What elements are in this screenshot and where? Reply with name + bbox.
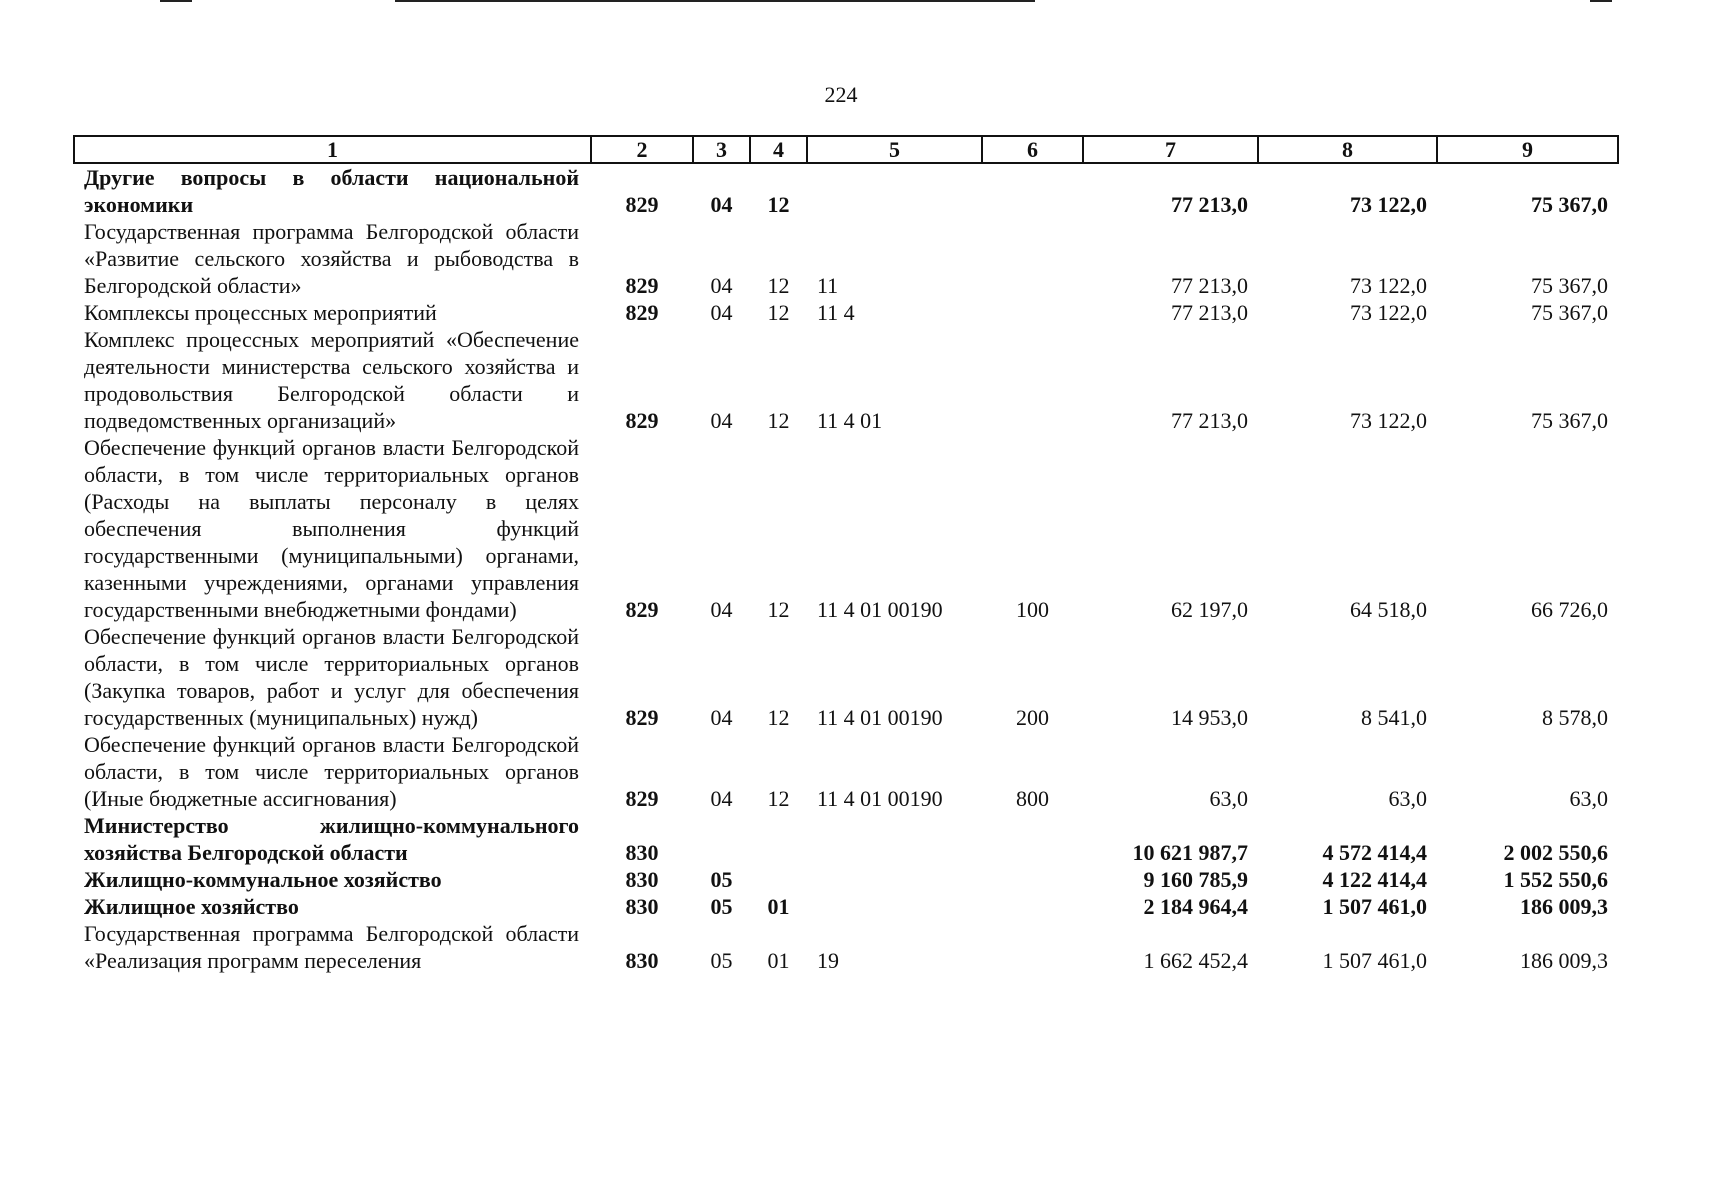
column-header: 3 [693, 136, 750, 163]
amount-col-7: 77 213,0 [1171, 300, 1248, 325]
column-header: 7 [1083, 136, 1258, 163]
item-name: Обеспечение функций органов власти Белгородской области, в том числе территориальных органов (Расходы на выплаты персоналу в целях обеспечения выполнения функций государственными (муниципальными) органами, казенными учреждениями, органами управления государственными внебюджетными фондами) [84, 435, 579, 622]
table-row [74, 299, 1618, 326]
amount-col-8: 73 122,0 [1350, 300, 1427, 325]
amount-col-8: 8 541,0 [1361, 705, 1427, 730]
item-name: Комплексы процессных мероприятий [84, 300, 437, 325]
target-article-code [807, 866, 982, 893]
section-code: 04 [710, 273, 733, 298]
amount-col-7: 14 953,0 [1171, 705, 1248, 730]
section-code: 05 [710, 948, 733, 973]
amount-col-9: 75 367,0 [1531, 273, 1608, 298]
amount-col-9: 2 002 550,6 [1503, 840, 1608, 865]
item-name: Обеспечение функций органов власти Белгородской области, в том числе территориальных органов (Иные бюджетные ассигнования) [84, 732, 579, 811]
table-row [74, 623, 1618, 731]
target-article-code [807, 893, 982, 920]
amount-col-7: 77 213,0 [1171, 408, 1248, 433]
admin-code: 830 [625, 894, 659, 919]
section-code: 04 [710, 786, 733, 811]
item-name: Другие вопросы в области национальной экономики [84, 165, 579, 217]
amount-col-8: 4 122 414,4 [1322, 867, 1427, 892]
amount-col-9: 186 009,3 [1520, 948, 1608, 973]
amount-col-7: 77 213,0 [1171, 273, 1248, 298]
amount-col-8: 73 122,0 [1350, 408, 1427, 433]
admin-code: 829 [625, 408, 659, 433]
expense-type-code: 100 [1016, 597, 1049, 622]
subsection-code: 12 [767, 408, 790, 433]
amount-col-9: 75 367,0 [1531, 192, 1608, 217]
expense-type-code [982, 299, 1083, 326]
subsection-code [750, 812, 807, 866]
table-row [74, 920, 1618, 974]
amount-col-7: 9 160 785,9 [1143, 867, 1248, 892]
amount-col-7: 77 213,0 [1171, 192, 1248, 217]
subsection-code: 12 [767, 192, 790, 217]
column-header: 9 [1437, 136, 1618, 163]
admin-code: 830 [625, 948, 659, 973]
section-code [693, 812, 750, 866]
item-name: Жилищное хозяйство [84, 894, 299, 919]
amount-col-7: 63,0 [1209, 786, 1248, 811]
amount-col-8: 64 518,0 [1350, 597, 1427, 622]
table-row [74, 218, 1618, 299]
amount-col-9: 75 367,0 [1531, 300, 1608, 325]
column-header: 6 [982, 136, 1083, 163]
section-code: 05 [710, 894, 733, 919]
budget-table [73, 135, 1619, 974]
expense-type-code: 200 [1016, 705, 1049, 730]
expense-type-code: 800 [1016, 786, 1049, 811]
column-header: 2 [591, 136, 693, 163]
table-row [74, 434, 1618, 623]
target-article-code: 11 4 01 [817, 408, 883, 433]
amount-col-8: 4 572 414,4 [1322, 840, 1427, 865]
target-article-code: 11 4 01 00190 [817, 597, 943, 622]
amount-col-9: 1 552 550,6 [1503, 867, 1608, 892]
column-header: 1 [74, 136, 591, 163]
subsection-code: 12 [767, 300, 790, 325]
table-row [74, 866, 1618, 893]
amount-col-7: 2 184 964,4 [1143, 894, 1248, 919]
scan-edge-mark-left [160, 0, 192, 2]
admin-code: 829 [625, 192, 659, 217]
expense-type-code [982, 920, 1083, 974]
amount-col-8: 73 122,0 [1350, 192, 1427, 217]
subsection-code: 12 [767, 273, 790, 298]
amount-col-8: 1 507 461,0 [1322, 894, 1427, 919]
item-name: Министерство жилищно-коммунального хозяйства Белгородской области [84, 813, 579, 865]
column-header: 8 [1258, 136, 1437, 163]
column-header: 5 [807, 136, 982, 163]
table-row [74, 893, 1618, 920]
section-code: 04 [710, 192, 733, 217]
item-name: Государственная программа Белгородской области «Реализация программ переселения [84, 921, 579, 973]
amount-col-7: 10 621 987,7 [1132, 840, 1248, 865]
amount-col-8: 1 507 461,0 [1322, 948, 1427, 973]
admin-code: 829 [625, 300, 659, 325]
table-row [74, 812, 1618, 866]
section-code: 04 [710, 300, 733, 325]
section-code: 05 [710, 867, 733, 892]
amount-col-9: 63,0 [1569, 786, 1608, 811]
subsection-code: 12 [767, 597, 790, 622]
section-code: 04 [710, 408, 733, 433]
item-name: Обеспечение функций органов власти Белгородской области, в том числе территориальных органов (Закупка товаров, работ и услуг для обеспечения государственных (муниципальных) нужд) [84, 624, 579, 730]
admin-code: 830 [625, 867, 659, 892]
amount-col-9: 8 578,0 [1542, 705, 1608, 730]
admin-code: 830 [625, 840, 659, 865]
expense-type-code [982, 893, 1083, 920]
item-name: Жилищно-коммунальное хозяйство [84, 867, 442, 892]
item-name: Государственная программа Белгородской области «Развитие сельского хозяйства и рыбоводства в Белгородской области» [84, 219, 579, 298]
amount-col-8: 73 122,0 [1350, 273, 1427, 298]
scan-edge-mark-center [395, 0, 1035, 2]
section-code: 04 [710, 705, 733, 730]
target-article-code: 11 4 [817, 300, 855, 325]
amount-col-8: 63,0 [1388, 786, 1427, 811]
column-header: 4 [750, 136, 807, 163]
target-article-code [807, 163, 982, 218]
target-article-code: 11 4 01 00190 [817, 705, 943, 730]
table-row [74, 326, 1618, 434]
subsection-code [750, 866, 807, 893]
subsection-code: 12 [767, 786, 790, 811]
target-article-code [807, 812, 982, 866]
subsection-code: 01 [767, 894, 790, 919]
admin-code: 829 [625, 705, 659, 730]
amount-col-9: 75 367,0 [1531, 408, 1608, 433]
expense-type-code [982, 326, 1083, 434]
amount-col-9: 66 726,0 [1531, 597, 1608, 622]
table-row [74, 731, 1618, 812]
subsection-code: 01 [767, 948, 790, 973]
amount-col-7: 62 197,0 [1171, 597, 1248, 622]
amount-col-7: 1 662 452,4 [1143, 948, 1248, 973]
amount-col-9: 186 009,3 [1520, 894, 1608, 919]
target-article-code: 11 [817, 273, 839, 298]
expense-type-code [982, 218, 1083, 299]
expense-type-code [982, 812, 1083, 866]
scan-edge-mark-right [1590, 0, 1612, 2]
expense-type-code [982, 163, 1083, 218]
subsection-code: 12 [767, 705, 790, 730]
admin-code: 829 [625, 597, 659, 622]
target-article-code: 19 [817, 948, 839, 973]
admin-code: 829 [625, 786, 659, 811]
admin-code: 829 [625, 273, 659, 298]
target-article-code: 11 4 01 00190 [817, 786, 943, 811]
item-name: Комплекс процессных мероприятий «Обеспечение деятельности министерства сельского хозяйства и продовольствия Белгородской области и подведомственных организаций» [84, 327, 579, 433]
column-number-header-row [74, 136, 1618, 163]
expense-type-code [982, 866, 1083, 893]
section-code: 04 [710, 597, 733, 622]
table-row [74, 163, 1618, 218]
page-number: 224 [824, 82, 858, 107]
